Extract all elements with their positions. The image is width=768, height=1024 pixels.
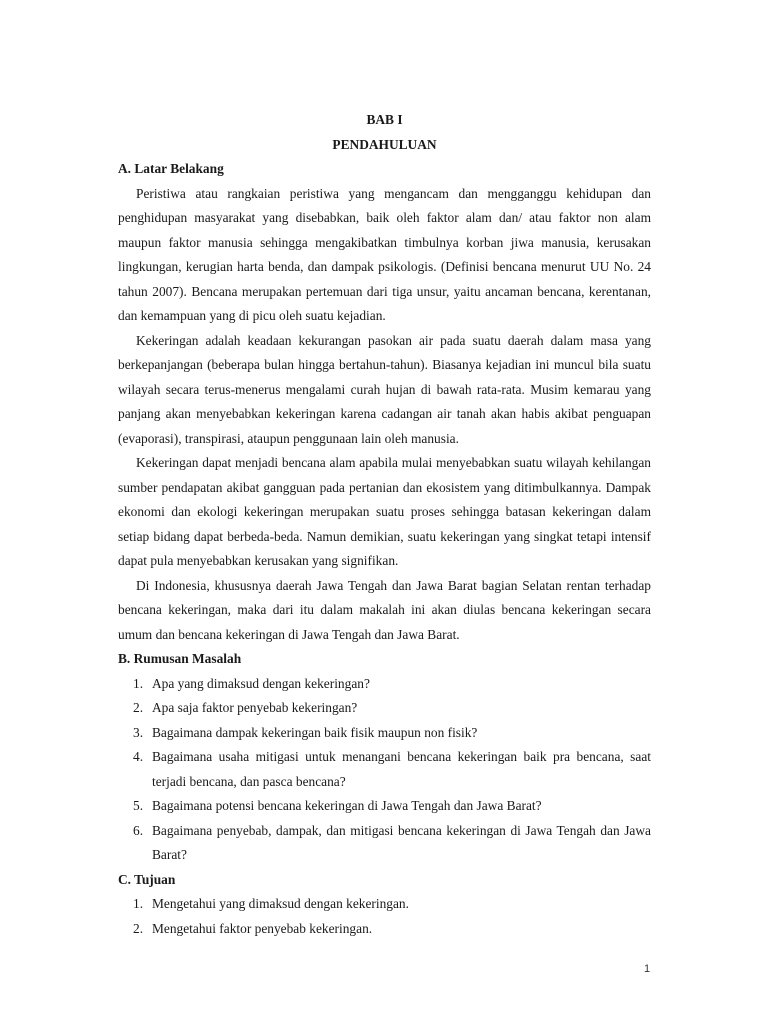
list-item (118, 745, 651, 794)
list-item-text: Bagaimana usaha mitigasi untuk menangani bencana kekeringan baik pra bencana, saat terjadi bencana, dan pasca bencana? (152, 749, 651, 789)
list-item-text: Mengetahui yang dimaksud dengan kekeringan. (152, 896, 409, 911)
problem-list (118, 672, 651, 868)
paragraph: Kekeringan adalah keadaan kekurangan pasokan air pada suatu daerah dalam masa yang berkepanjangan (beberapa bulan hingga bertahun-tahun). Biasanya kejadian ini muncul bila suatu wilayah secara terus-menerus mengalami curah hujan di bawah rata-rata. Musim kemarau yang panjang akan menyebabkan kekeringan karena cadangan air tanah akan habis akibat penguapan (evaporasi), transpirasi, ataupun penggunaan lain oleh manusia. (118, 332, 651, 446)
list-item (118, 892, 651, 917)
paragraph: Di Indonesia, khususnya daerah Jawa Tengah dan Jawa Barat bagian Selatan rentan terhadap bencana kekeringan, maka dari itu dalam makalah ini akan diulas bencana kekeringan secara umum dan bencana kekeringan di Jawa Tengah dan Jawa Barat. (118, 577, 651, 642)
chapter-number: BAB I (366, 112, 403, 127)
list-item-text: Bagaimana potensi bencana kekeringan di Jawa Tengah dan Jawa Barat? (152, 798, 542, 813)
list-item-text: Bagaimana penyebab, dampak, dan mitigasi bencana kekeringan di Jawa Tengah dan Jawa Barat? (152, 822, 651, 862)
objective-list (118, 892, 651, 941)
list-item (118, 819, 651, 868)
page-number: 1 (644, 963, 651, 975)
list-number: 2. (133, 920, 144, 936)
section-heading-rumusan-masalah: B. Rumusan Masalah (118, 651, 242, 666)
list-item-text: Mengetahui faktor penyebab kekeringan. (152, 920, 373, 936)
list-number: 2. (133, 700, 144, 715)
list-number: 1. (133, 675, 144, 691)
list-item-text: Apa saja faktor penyebab kekeringan? (152, 700, 358, 715)
list-item (118, 917, 651, 942)
paragraph: Peristiwa atau rangkaian peristiwa yang mengancam dan mengganggu kehidupan dan penghidupan masyarakat yang disebabkan, baik oleh faktor alam dan/ atau faktor non alam maupun faktor manusia sehingga mengakibatkan timbulnya korban jiwa manusia, kerusakan lingkungan, kerugian harta benda, dan dampak psikologis. (Definisi bencana menurut UU No. 24 tahun 2007). Bencana merupakan pertemuan dari tiga unsur, yaitu ancaman bencana, kerentanan, dan kemampuan yang di picu oleh suatu kejadian. (118, 185, 651, 323)
document-body (118, 108, 651, 941)
chapter-title: PENDAHULUAN (332, 136, 437, 152)
list-number: 5. (133, 798, 144, 813)
list-item-text: Apa yang dimaksud dengan kekeringan? (152, 675, 370, 691)
list-number: 4. (133, 749, 144, 764)
section-heading-tujuan: C. Tujuan (118, 871, 176, 887)
list-number: 6. (133, 822, 144, 838)
list-item (118, 672, 651, 697)
list-number: 3. (133, 724, 144, 740)
list-number: 1. (133, 896, 144, 911)
list-item (118, 696, 651, 721)
list-item (118, 794, 651, 819)
paragraph: Kekeringan dapat menjadi bencana alam apabila mulai menyebabkan suatu wilayah kehilangan sumber pendapatan akibat gangguan pada pertanian dan ekosistem yang ditimbulkannya. Dampak ekonomi dan ekologi kekeringan merupakan suatu proses sehingga batasan kekeringan dalam setiap bidang dapat berbeda-beda. Namun demikian, suatu kekeringan yang singkat tetapi intensif dapat pula menyebabkan kerusakan yang signifikan. (118, 455, 651, 568)
list-item (118, 721, 651, 746)
list-item-text: Bagaimana dampak kekeringan baik fisik maupun non fisik? (152, 724, 478, 740)
section-heading-latar-belakang: A. Latar Belakang (118, 161, 224, 176)
